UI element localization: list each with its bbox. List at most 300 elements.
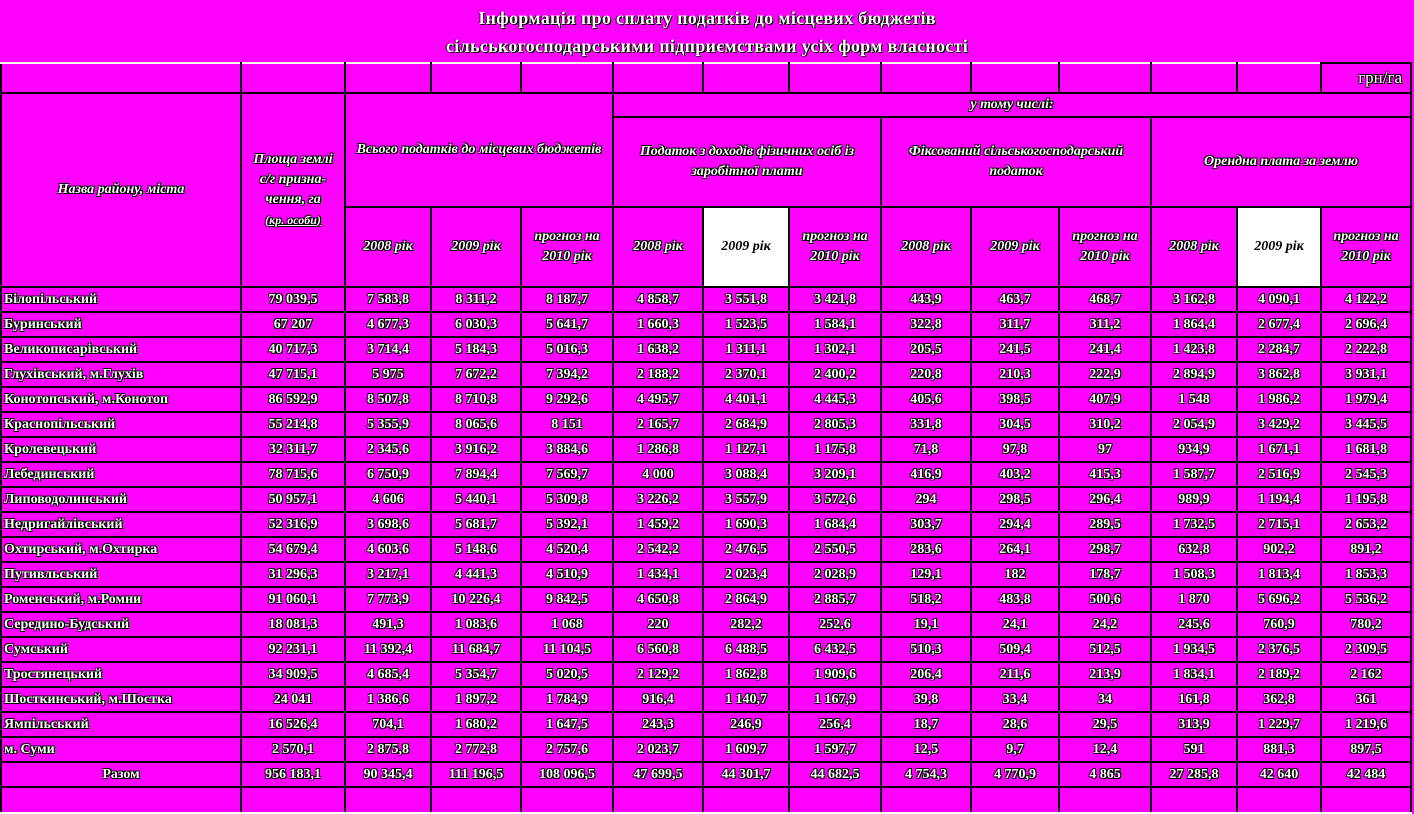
table-cell: 1 587,7 bbox=[1151, 462, 1237, 487]
district-name: м. Суми bbox=[1, 737, 241, 762]
table-cell: 4 401,1 bbox=[703, 387, 789, 412]
table-cell: 4 520,4 bbox=[521, 537, 613, 562]
table-cell: 91 060,1 bbox=[241, 587, 345, 612]
table-cell: 415,3 bbox=[1059, 462, 1151, 487]
district-name: Буринський bbox=[1, 312, 241, 337]
table-cell: 1 979,4 bbox=[1321, 387, 1411, 412]
total-cell: 108 096,5 bbox=[521, 762, 613, 787]
table-cell: 97,8 bbox=[971, 437, 1059, 462]
table-cell: 78 715,6 bbox=[241, 462, 345, 487]
table-cell: 881,3 bbox=[1237, 737, 1321, 762]
table-cell: 245,6 bbox=[1151, 612, 1237, 637]
table-cell: 518,2 bbox=[881, 587, 971, 612]
table-cell: 4 650,8 bbox=[613, 587, 703, 612]
table-row bbox=[1, 737, 1411, 762]
table-cell: 220 bbox=[613, 612, 703, 637]
total-cell: 44 301,7 bbox=[703, 762, 789, 787]
header-fixed-2009: 2009 рік bbox=[971, 207, 1059, 287]
table-cell: 3 217,1 bbox=[345, 562, 431, 587]
table-cell: 1 853,3 bbox=[1321, 562, 1411, 587]
table-cell: 298,7 bbox=[1059, 537, 1151, 562]
table-cell: 294,4 bbox=[971, 512, 1059, 537]
total-cell: 47 699,5 bbox=[613, 762, 703, 787]
table-cell: 210,3 bbox=[971, 362, 1059, 387]
table-row bbox=[1, 287, 1411, 312]
district-name: Шосткинський, м.Шостка bbox=[1, 687, 241, 712]
table-cell: 2 757,6 bbox=[521, 737, 613, 762]
table-cell: 3 209,1 bbox=[789, 462, 881, 487]
table-cell: 3 862,8 bbox=[1237, 362, 1321, 387]
table-cell: 2 189,2 bbox=[1237, 662, 1321, 687]
unit-label: грн/га bbox=[1321, 63, 1411, 93]
table-cell: 1 175,8 bbox=[789, 437, 881, 462]
table-cell: 313,9 bbox=[1151, 712, 1237, 737]
table-cell: 1 660,3 bbox=[613, 312, 703, 337]
district-name: Сумський bbox=[1, 637, 241, 662]
header-rent: Орендна плата за землю bbox=[1151, 117, 1411, 207]
table-cell: 509,4 bbox=[971, 637, 1059, 662]
table-cell: 1 459,2 bbox=[613, 512, 703, 537]
table-cell: 891,2 bbox=[1321, 537, 1411, 562]
table-cell: 1 909,6 bbox=[789, 662, 881, 687]
table-row bbox=[1, 537, 1411, 562]
table-cell: 1 597,7 bbox=[789, 737, 881, 762]
header-fixed-2008: 2008 рік bbox=[881, 207, 971, 287]
header-total-forecast: прогноз на 2010 рік bbox=[521, 207, 613, 287]
table-cell: 16 526,4 bbox=[241, 712, 345, 737]
table-cell: 3 088,4 bbox=[703, 462, 789, 487]
table-cell: 2 476,5 bbox=[703, 537, 789, 562]
table-cell: 205,5 bbox=[881, 337, 971, 362]
table-cell: 2 054,9 bbox=[1151, 412, 1237, 437]
header-total-2008: 2008 рік bbox=[345, 207, 431, 287]
header-total-2009: 2009 рік bbox=[431, 207, 521, 287]
table-cell: 1 423,8 bbox=[1151, 337, 1237, 362]
table-cell: 916,4 bbox=[613, 687, 703, 712]
table-row bbox=[1, 637, 1411, 662]
table-cell: 24,1 bbox=[971, 612, 1059, 637]
table-row bbox=[1, 387, 1411, 412]
table-cell: 303,7 bbox=[881, 512, 971, 537]
table-cell: 19,1 bbox=[881, 612, 971, 637]
table-cell: 2 400,2 bbox=[789, 362, 881, 387]
table-cell: 2 028,9 bbox=[789, 562, 881, 587]
table-cell: 24,2 bbox=[1059, 612, 1151, 637]
table-cell: 246,9 bbox=[703, 712, 789, 737]
table-cell: 1 870 bbox=[1151, 587, 1237, 612]
table-cell: 468,7 bbox=[1059, 287, 1151, 312]
sheet-title bbox=[0, 0, 1414, 62]
table-cell: 1 548 bbox=[1151, 387, 1237, 412]
table-cell: 206,4 bbox=[881, 662, 971, 687]
table-cell: 55 214,8 bbox=[241, 412, 345, 437]
table-cell: 5 309,8 bbox=[521, 487, 613, 512]
table-cell: 1 140,7 bbox=[703, 687, 789, 712]
table-cell: 407,9 bbox=[1059, 387, 1151, 412]
table-cell: 780,2 bbox=[1321, 612, 1411, 637]
table-row bbox=[1, 412, 1411, 437]
table-cell: 5 148,6 bbox=[431, 537, 521, 562]
table-cell: 7 773,9 bbox=[345, 587, 431, 612]
table-cell: 510,3 bbox=[881, 637, 971, 662]
district-name: Ямпільський bbox=[1, 712, 241, 737]
district-name: Кролевецький bbox=[1, 437, 241, 462]
title-line-2: сільськогосподарськими підприємствами усіх форм власності bbox=[445, 36, 969, 56]
table-cell: 2 188,2 bbox=[613, 362, 703, 387]
table-cell: 5 696,2 bbox=[1237, 587, 1321, 612]
table-cell: 1 523,5 bbox=[703, 312, 789, 337]
table-cell: 97 bbox=[1059, 437, 1151, 462]
table-row bbox=[1, 712, 1411, 737]
table-cell: 11 392,4 bbox=[345, 637, 431, 662]
table-row bbox=[1, 337, 1411, 362]
table-row bbox=[1, 687, 1411, 712]
table-cell: 5 184,3 bbox=[431, 337, 521, 362]
table-cell: 52 316,9 bbox=[241, 512, 345, 537]
table-cell: 3 226,2 bbox=[613, 487, 703, 512]
table-cell: 2 894,9 bbox=[1151, 362, 1237, 387]
table-cell: 256,4 bbox=[789, 712, 881, 737]
unit-row bbox=[1, 63, 1411, 93]
total-cell: 27 285,8 bbox=[1151, 762, 1237, 787]
table-cell: 129,1 bbox=[881, 562, 971, 587]
table-row bbox=[1, 562, 1411, 587]
table-cell: 310,2 bbox=[1059, 412, 1151, 437]
table-cell: 18 081,3 bbox=[241, 612, 345, 637]
table-cell: 3 714,4 bbox=[345, 337, 431, 362]
table-cell: 5 392,1 bbox=[521, 512, 613, 537]
table-cell: 1 813,4 bbox=[1237, 562, 1321, 587]
table-cell: 4 122,2 bbox=[1321, 287, 1411, 312]
table-cell: 2 805,3 bbox=[789, 412, 881, 437]
table-cell: 296,4 bbox=[1059, 487, 1151, 512]
table-cell: 1 862,8 bbox=[703, 662, 789, 687]
table-cell: 9 292,6 bbox=[521, 387, 613, 412]
table-cell: 2 677,4 bbox=[1237, 312, 1321, 337]
table-body bbox=[1, 287, 1411, 762]
table-cell: 6 432,5 bbox=[789, 637, 881, 662]
table-cell: 512,5 bbox=[1059, 637, 1151, 662]
table-cell: 500,6 bbox=[1059, 587, 1151, 612]
table-cell: 398,5 bbox=[971, 387, 1059, 412]
table-cell: 2 550,5 bbox=[789, 537, 881, 562]
table-cell: 2 370,1 bbox=[703, 362, 789, 387]
table-cell: 2 772,8 bbox=[431, 737, 521, 762]
table-cell: 4 677,3 bbox=[345, 312, 431, 337]
table-cell: 11 684,7 bbox=[431, 637, 521, 662]
table-cell: 463,7 bbox=[971, 287, 1059, 312]
table-cell: 92 231,1 bbox=[241, 637, 345, 662]
table-cell: 252,6 bbox=[789, 612, 881, 637]
header-total: Всього податків до місцевих бюджетів bbox=[345, 93, 613, 207]
district-name: Великописарівський bbox=[1, 337, 241, 362]
total-row bbox=[1, 762, 1411, 787]
table-cell: 897,5 bbox=[1321, 737, 1411, 762]
table-cell: 2 696,4 bbox=[1321, 312, 1411, 337]
table-cell: 9 842,5 bbox=[521, 587, 613, 612]
table-cell: 5 681,7 bbox=[431, 512, 521, 537]
table-cell: 211,6 bbox=[971, 662, 1059, 687]
table-cell: 7 583,8 bbox=[345, 287, 431, 312]
table-cell: 331,8 bbox=[881, 412, 971, 437]
table-cell: 71,8 bbox=[881, 437, 971, 462]
table-row bbox=[1, 462, 1411, 487]
table-cell: 12,5 bbox=[881, 737, 971, 762]
header-rent-2008: 2008 рік bbox=[1151, 207, 1237, 287]
table-cell: 2 222,8 bbox=[1321, 337, 1411, 362]
table-cell: 50 957,1 bbox=[241, 487, 345, 512]
table-cell: 2 345,6 bbox=[345, 437, 431, 462]
table-cell: 1 584,1 bbox=[789, 312, 881, 337]
table-cell: 5 354,7 bbox=[431, 662, 521, 687]
table-cell: 3 162,8 bbox=[1151, 287, 1237, 312]
table-cell: 3 931,1 bbox=[1321, 362, 1411, 387]
header-income-forecast: прогноз на 2010 рік bbox=[789, 207, 881, 287]
district-name: Лебединський bbox=[1, 462, 241, 487]
table-cell: 1 680,2 bbox=[431, 712, 521, 737]
table-cell: 298,5 bbox=[971, 487, 1059, 512]
table-cell: 1 690,3 bbox=[703, 512, 789, 537]
table-cell: 361 bbox=[1321, 687, 1411, 712]
table-cell: 1 647,5 bbox=[521, 712, 613, 737]
table-cell: 32 311,7 bbox=[241, 437, 345, 462]
district-name: Конотопський, м.Конотоп bbox=[1, 387, 241, 412]
table-cell: 8 065,6 bbox=[431, 412, 521, 437]
table-cell: 289,5 bbox=[1059, 512, 1151, 537]
table-cell: 33,4 bbox=[971, 687, 1059, 712]
header-rent-2009: 2009 рік bbox=[1237, 207, 1321, 287]
table-cell: 243,3 bbox=[613, 712, 703, 737]
table-cell: 1 834,1 bbox=[1151, 662, 1237, 687]
table-cell: 322,8 bbox=[881, 312, 971, 337]
table-cell: 2 570,1 bbox=[241, 737, 345, 762]
table-cell: 3 916,2 bbox=[431, 437, 521, 462]
table-cell: 4 606 bbox=[345, 487, 431, 512]
table-cell: 4 495,7 bbox=[613, 387, 703, 412]
table-cell: 1 671,1 bbox=[1237, 437, 1321, 462]
table-cell: 1 127,1 bbox=[703, 437, 789, 462]
table-cell: 11 104,5 bbox=[521, 637, 613, 662]
header-fixed-forecast: прогноз на 2010 рік bbox=[1059, 207, 1151, 287]
table-row bbox=[1, 362, 1411, 387]
district-name: Тростянецький bbox=[1, 662, 241, 687]
district-name: Недригайлівський bbox=[1, 512, 241, 537]
table-cell: 1 864,4 bbox=[1151, 312, 1237, 337]
table-cell: 8 507,8 bbox=[345, 387, 431, 412]
table-cell: 7 394,2 bbox=[521, 362, 613, 387]
table-cell: 178,7 bbox=[1059, 562, 1151, 587]
table-cell: 4 090,1 bbox=[1237, 287, 1321, 312]
table-cell: 2 309,5 bbox=[1321, 637, 1411, 662]
table-cell: 4 510,9 bbox=[521, 562, 613, 587]
total-cell: 4 865 bbox=[1059, 762, 1151, 787]
table-row bbox=[1, 312, 1411, 337]
table-cell: 5 355,9 bbox=[345, 412, 431, 437]
district-name: Охтирський, м.Охтирка bbox=[1, 537, 241, 562]
table-cell: 311,2 bbox=[1059, 312, 1151, 337]
table-cell: 1 286,8 bbox=[613, 437, 703, 462]
total-cell: 4 754,3 bbox=[881, 762, 971, 787]
table-cell: 4 000 bbox=[613, 462, 703, 487]
header-area bbox=[241, 93, 345, 287]
table-cell: 40 717,3 bbox=[241, 337, 345, 362]
table-cell: 39,8 bbox=[881, 687, 971, 712]
table-cell: 1 986,2 bbox=[1237, 387, 1321, 412]
table-cell: 8 710,8 bbox=[431, 387, 521, 412]
table-row bbox=[1, 487, 1411, 512]
total-cell: 956 183,1 bbox=[241, 762, 345, 787]
total-cell: 90 345,4 bbox=[345, 762, 431, 787]
table-cell: 4 441,3 bbox=[431, 562, 521, 587]
district-name: Середино-Будський bbox=[1, 612, 241, 637]
table-cell: 3 429,2 bbox=[1237, 412, 1321, 437]
table-cell: 4 445,3 bbox=[789, 387, 881, 412]
table-cell: 10 226,4 bbox=[431, 587, 521, 612]
table-cell: 264,1 bbox=[971, 537, 1059, 562]
table-cell: 405,6 bbox=[881, 387, 971, 412]
table-cell: 241,5 bbox=[971, 337, 1059, 362]
table-cell: 47 715,1 bbox=[241, 362, 345, 387]
table-cell: 4 685,4 bbox=[345, 662, 431, 687]
table-cell: 86 592,9 bbox=[241, 387, 345, 412]
table-cell: 182 bbox=[971, 562, 1059, 587]
table-cell: 1 684,4 bbox=[789, 512, 881, 537]
table-cell: 1 083,6 bbox=[431, 612, 521, 637]
district-name: Краснопільський bbox=[1, 412, 241, 437]
table-cell: 222,9 bbox=[1059, 362, 1151, 387]
header-income-tax: Податок з доходів фізичних осіб із заробітної плати bbox=[613, 117, 881, 207]
table-cell: 1 195,8 bbox=[1321, 487, 1411, 512]
table-cell: 5 016,3 bbox=[521, 337, 613, 362]
table-cell: 1 434,1 bbox=[613, 562, 703, 587]
table-cell: 4 603,6 bbox=[345, 537, 431, 562]
table-cell: 1 609,7 bbox=[703, 737, 789, 762]
header-income-2008: 2008 рік bbox=[613, 207, 703, 287]
total-cell: 111 196,5 bbox=[431, 762, 521, 787]
table-cell: 591 bbox=[1151, 737, 1237, 762]
table-cell: 2 516,9 bbox=[1237, 462, 1321, 487]
table-cell: 24 041 bbox=[241, 687, 345, 712]
table-cell: 283,6 bbox=[881, 537, 971, 562]
district-name: Білопільський bbox=[1, 287, 241, 312]
table-cell: 1 508,3 bbox=[1151, 562, 1237, 587]
table-cell: 2 129,2 bbox=[613, 662, 703, 687]
district-name: Липоводолинський bbox=[1, 487, 241, 512]
table-cell: 1 167,9 bbox=[789, 687, 881, 712]
district-name: Путивльський bbox=[1, 562, 241, 587]
table-cell: 1 784,9 bbox=[521, 687, 613, 712]
total-cell: 42 484 bbox=[1321, 762, 1411, 787]
table-row bbox=[1, 662, 1411, 687]
table-cell: 161,8 bbox=[1151, 687, 1237, 712]
table-cell: 67 207 bbox=[241, 312, 345, 337]
table-cell: 213,9 bbox=[1059, 662, 1151, 687]
table-cell: 5 440,1 bbox=[431, 487, 521, 512]
table-cell: 2 684,9 bbox=[703, 412, 789, 437]
table-cell: 989,9 bbox=[1151, 487, 1237, 512]
table-cell: 2 875,8 bbox=[345, 737, 431, 762]
district-name: Роменський, м.Ромни bbox=[1, 587, 241, 612]
header-fixed-tax: Фіксований сільськогосподарський податок bbox=[881, 117, 1151, 207]
table-cell: 31 296,3 bbox=[241, 562, 345, 587]
header-row-1 bbox=[1, 93, 1411, 117]
table-row bbox=[1, 587, 1411, 612]
table-cell: 704,1 bbox=[345, 712, 431, 737]
table-cell: 34 bbox=[1059, 687, 1151, 712]
table-cell: 28,6 bbox=[971, 712, 1059, 737]
table-cell: 403,2 bbox=[971, 462, 1059, 487]
tax-table bbox=[0, 62, 1412, 814]
table-cell: 2 653,2 bbox=[1321, 512, 1411, 537]
table-cell: 483,8 bbox=[971, 587, 1059, 612]
table-cell: 491,3 bbox=[345, 612, 431, 637]
table-row bbox=[1, 512, 1411, 537]
table-cell: 1 897,2 bbox=[431, 687, 521, 712]
table-cell: 934,9 bbox=[1151, 437, 1237, 462]
table-cell: 4 858,7 bbox=[613, 287, 703, 312]
table-cell: 1 732,5 bbox=[1151, 512, 1237, 537]
table-cell: 34 909,5 bbox=[241, 662, 345, 687]
table-cell: 8 311,2 bbox=[431, 287, 521, 312]
table-cell: 1 386,6 bbox=[345, 687, 431, 712]
table-cell: 3 421,8 bbox=[789, 287, 881, 312]
table-cell: 443,9 bbox=[881, 287, 971, 312]
table-cell: 5 536,2 bbox=[1321, 587, 1411, 612]
header-area-note: (кр. особи) bbox=[265, 212, 321, 227]
table-cell: 18,7 bbox=[881, 712, 971, 737]
table-cell: 8 187,7 bbox=[521, 287, 613, 312]
table-cell: 54 679,4 bbox=[241, 537, 345, 562]
table-cell: 241,4 bbox=[1059, 337, 1151, 362]
table-cell: 1 068 bbox=[521, 612, 613, 637]
header-area-label: Площа землі с/г призна- чення, га bbox=[253, 151, 333, 207]
footer-blank-row bbox=[1, 787, 1411, 813]
total-cell: 44 682,5 bbox=[789, 762, 881, 787]
table-cell: 5 020,5 bbox=[521, 662, 613, 687]
table-cell: 2 376,5 bbox=[1237, 637, 1321, 662]
title-line-1: Інформація про сплату податків до місцевих бюджетів bbox=[478, 8, 936, 28]
total-label: Разом bbox=[1, 762, 241, 787]
table-cell: 2 023,7 bbox=[613, 737, 703, 762]
table-cell: 1 219,6 bbox=[1321, 712, 1411, 737]
table-row bbox=[1, 437, 1411, 462]
table-cell: 632,8 bbox=[1151, 537, 1237, 562]
table-cell: 220,8 bbox=[881, 362, 971, 387]
table-cell: 2 864,9 bbox=[703, 587, 789, 612]
table-cell: 2 715,1 bbox=[1237, 512, 1321, 537]
table-cell: 2 023,4 bbox=[703, 562, 789, 587]
table-cell: 1 638,2 bbox=[613, 337, 703, 362]
header-district: Назва району, міста bbox=[1, 93, 241, 287]
table-cell: 1 934,5 bbox=[1151, 637, 1237, 662]
table-cell: 1 302,1 bbox=[789, 337, 881, 362]
total-cell: 42 640 bbox=[1237, 762, 1321, 787]
table-cell: 304,5 bbox=[971, 412, 1059, 437]
header-income-2009: 2009 рік bbox=[703, 207, 789, 287]
table-cell: 12,4 bbox=[1059, 737, 1151, 762]
table-cell: 6 488,5 bbox=[703, 637, 789, 662]
table-cell: 2 284,7 bbox=[1237, 337, 1321, 362]
table-cell: 9,7 bbox=[971, 737, 1059, 762]
table-cell: 5 975 bbox=[345, 362, 431, 387]
total-cell: 4 770,9 bbox=[971, 762, 1059, 787]
table-cell: 2 165,7 bbox=[613, 412, 703, 437]
table-cell: 6 560,8 bbox=[613, 637, 703, 662]
district-name: Глухівський, м.Глухів bbox=[1, 362, 241, 387]
table-cell: 3 557,9 bbox=[703, 487, 789, 512]
table-cell: 7 894,4 bbox=[431, 462, 521, 487]
table-cell: 6 030,3 bbox=[431, 312, 521, 337]
